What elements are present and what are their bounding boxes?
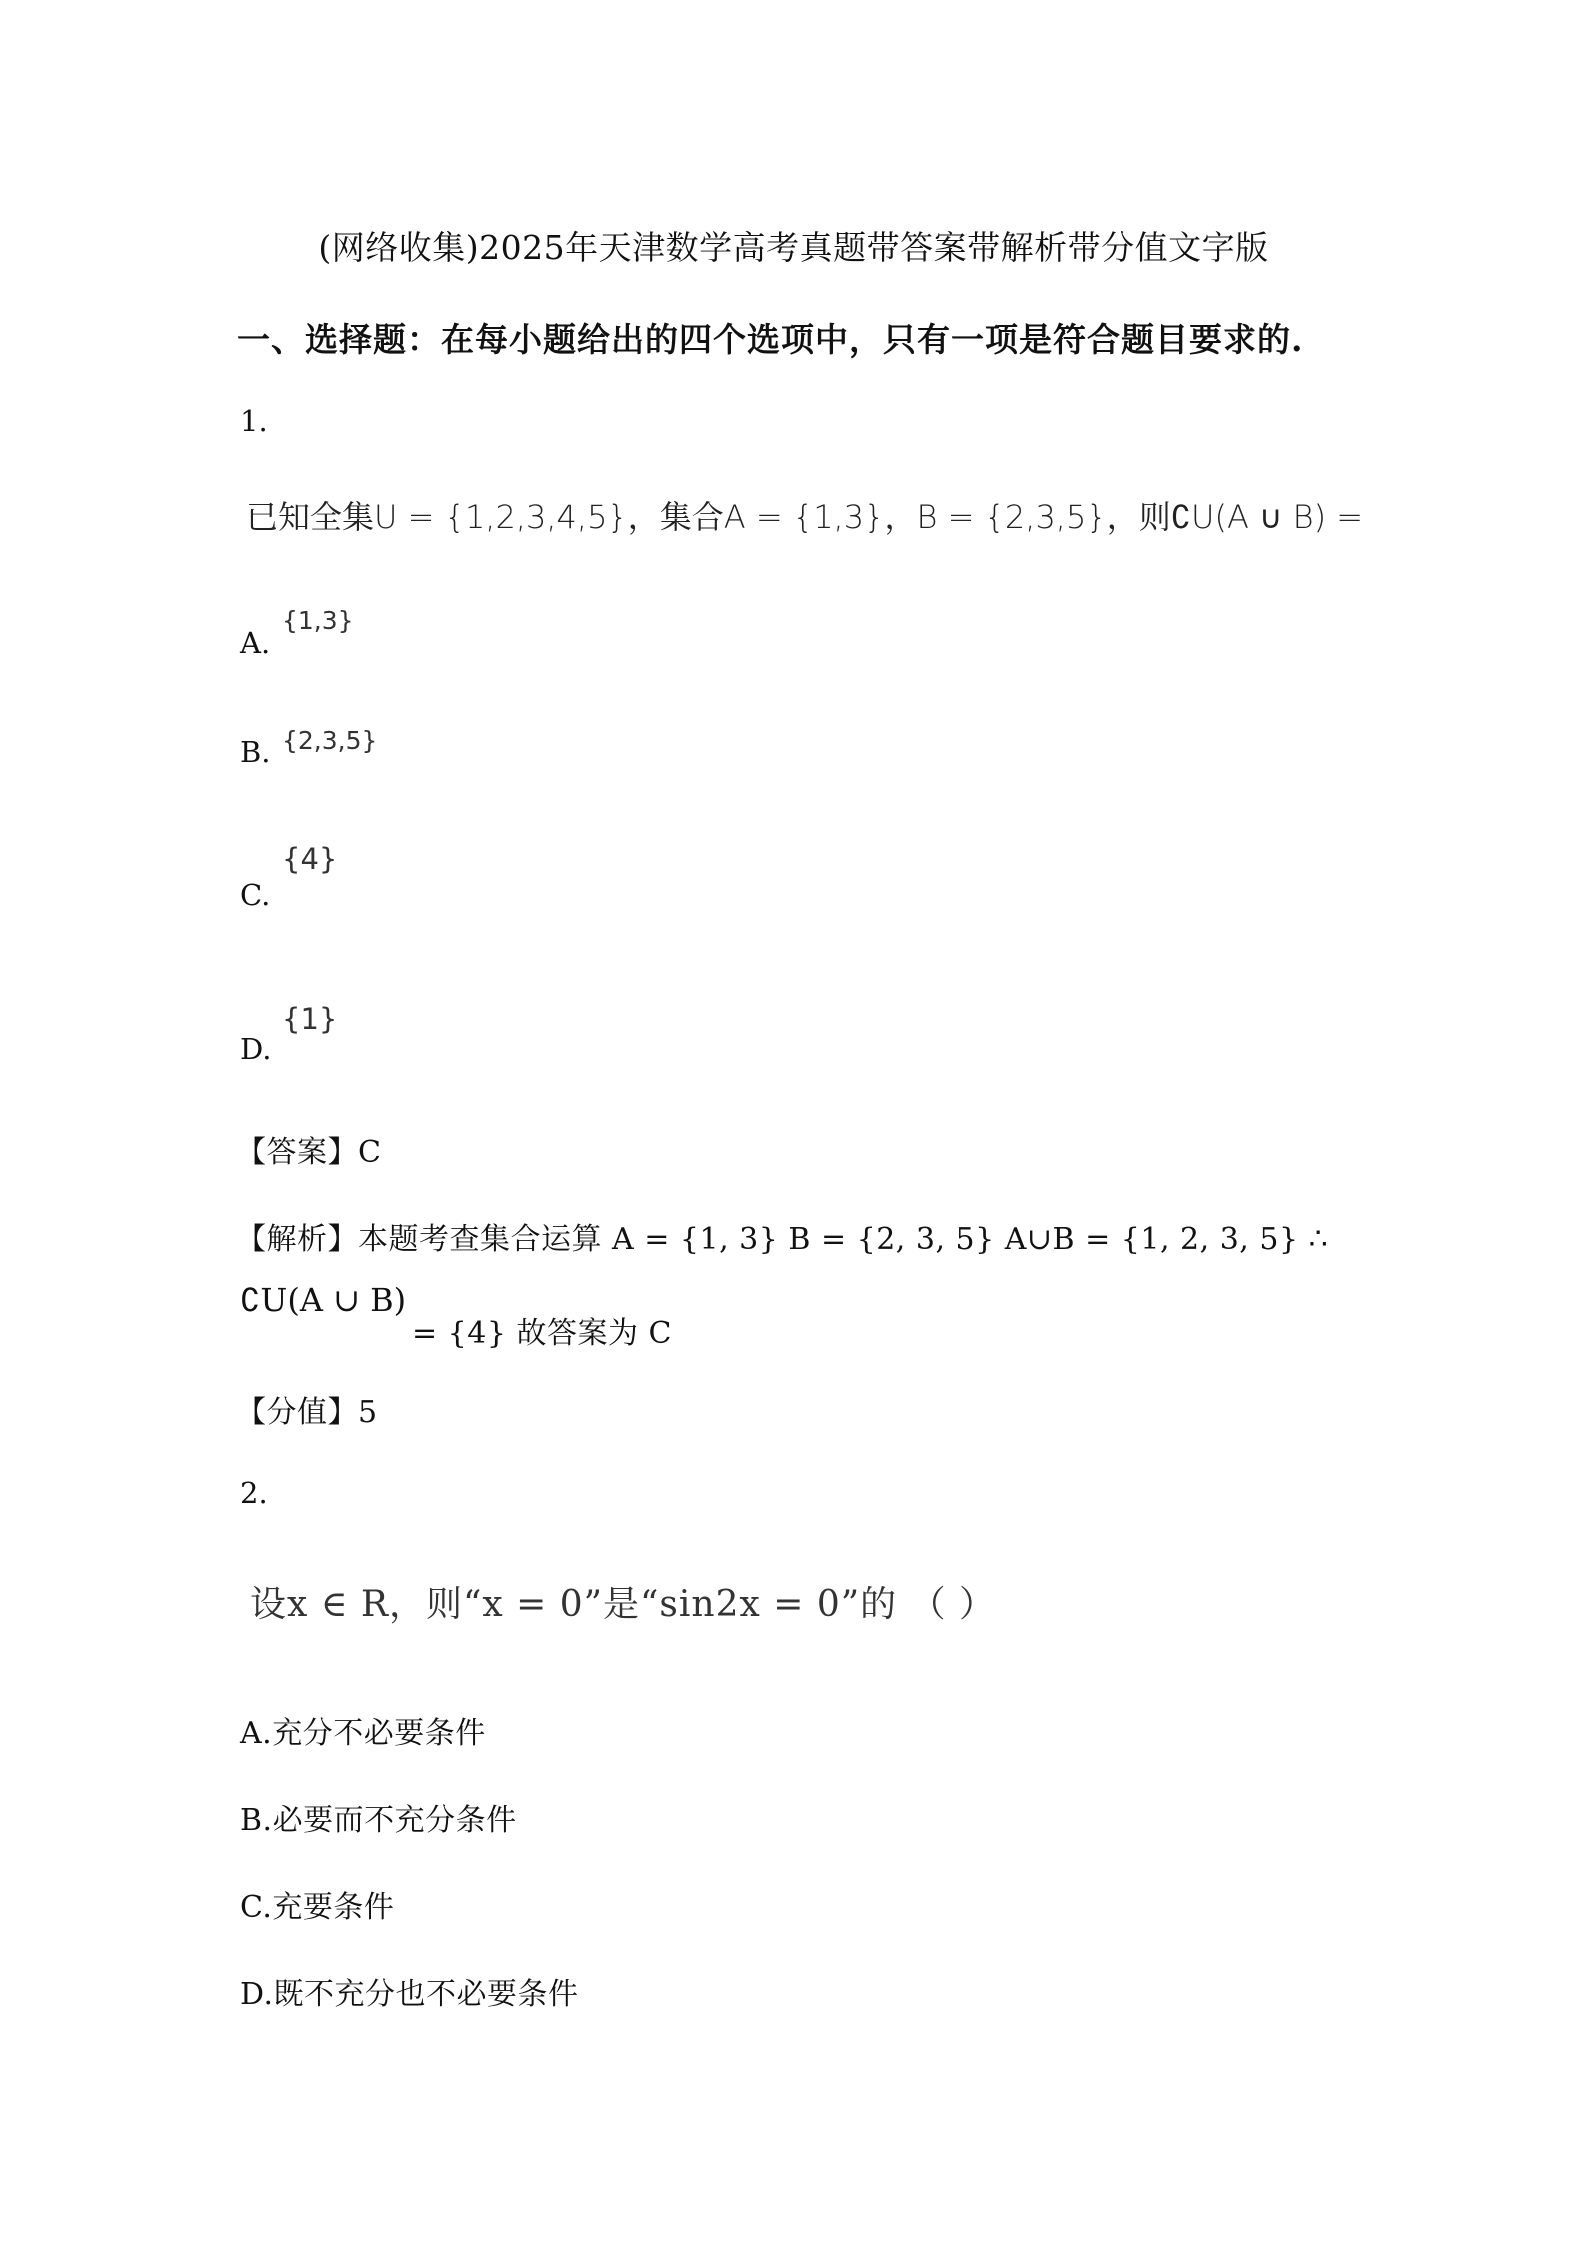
question-1-number: 1.: [240, 404, 268, 438]
analysis-line-1: 【解析】本题考查集合运算 A = {1, 3} B = {2, 3, 5} A∪B = {1, 2, 3, 5} ∴: [236, 1222, 1329, 1257]
q2-option-c: [240, 1882, 394, 1926]
analysis-line-2: = {4} 故答案为 C: [412, 1316, 672, 1351]
q2-option-c-text: 充要条件: [272, 1890, 395, 1925]
page-title: (网络收集)2025年天津数学高考真题带答案带解析带分值文字版: [318, 228, 1269, 267]
question-2-number: 2.: [240, 1476, 268, 1510]
q2-option-a-text: 充分不必要条件: [272, 1716, 486, 1751]
score-label: 【分值】5: [236, 1395, 378, 1430]
q2-option-d-letter: D.: [240, 1977, 274, 2012]
option-a-letter: A.: [240, 626, 271, 660]
option-c-value: {4}: [282, 842, 338, 876]
q2-option-d: [240, 1969, 579, 2013]
q2-option-b-letter: B.: [240, 1803, 273, 1838]
answer-label: 【答案】C: [236, 1135, 382, 1170]
q2-option-a: [240, 1708, 486, 1752]
q2-option-c-letter: C.: [240, 1890, 273, 1925]
q2-option-b: [240, 1795, 517, 1839]
q2-option-b-text: 必要而不充分条件: [272, 1803, 517, 1838]
section-header: 一、选择题：在每小题给出的四个选项中，只有一项是符合题目要求的.: [237, 320, 1304, 359]
question-2-stem: 设x ∈ R，则“x = 0”是“sin2x = 0”的 （ ）: [250, 1584, 997, 1625]
analysis-complement-expression: [240, 1281, 406, 1319]
option-b-letter: B.: [240, 735, 271, 769]
complement-expression-text: ∁U(A ∪ B): [240, 1281, 407, 1319]
question-1-stem: 已知全集U = {1,2,3,4,5}，集合A = {1,3}，B = {2,3,5}，则∁U(A ∪ B) =: [246, 498, 1364, 536]
q2-option-d-text: 既不充分也不必要条件: [273, 1977, 579, 2012]
q2-option-a-letter: A.: [240, 1716, 273, 1751]
option-d-value: {1}: [282, 1002, 338, 1036]
option-d-letter: D.: [240, 1032, 272, 1066]
option-a-value: {1,3}: [282, 606, 354, 635]
option-b-value: {2,3,5}: [282, 726, 378, 755]
option-c-letter: C.: [240, 878, 271, 912]
